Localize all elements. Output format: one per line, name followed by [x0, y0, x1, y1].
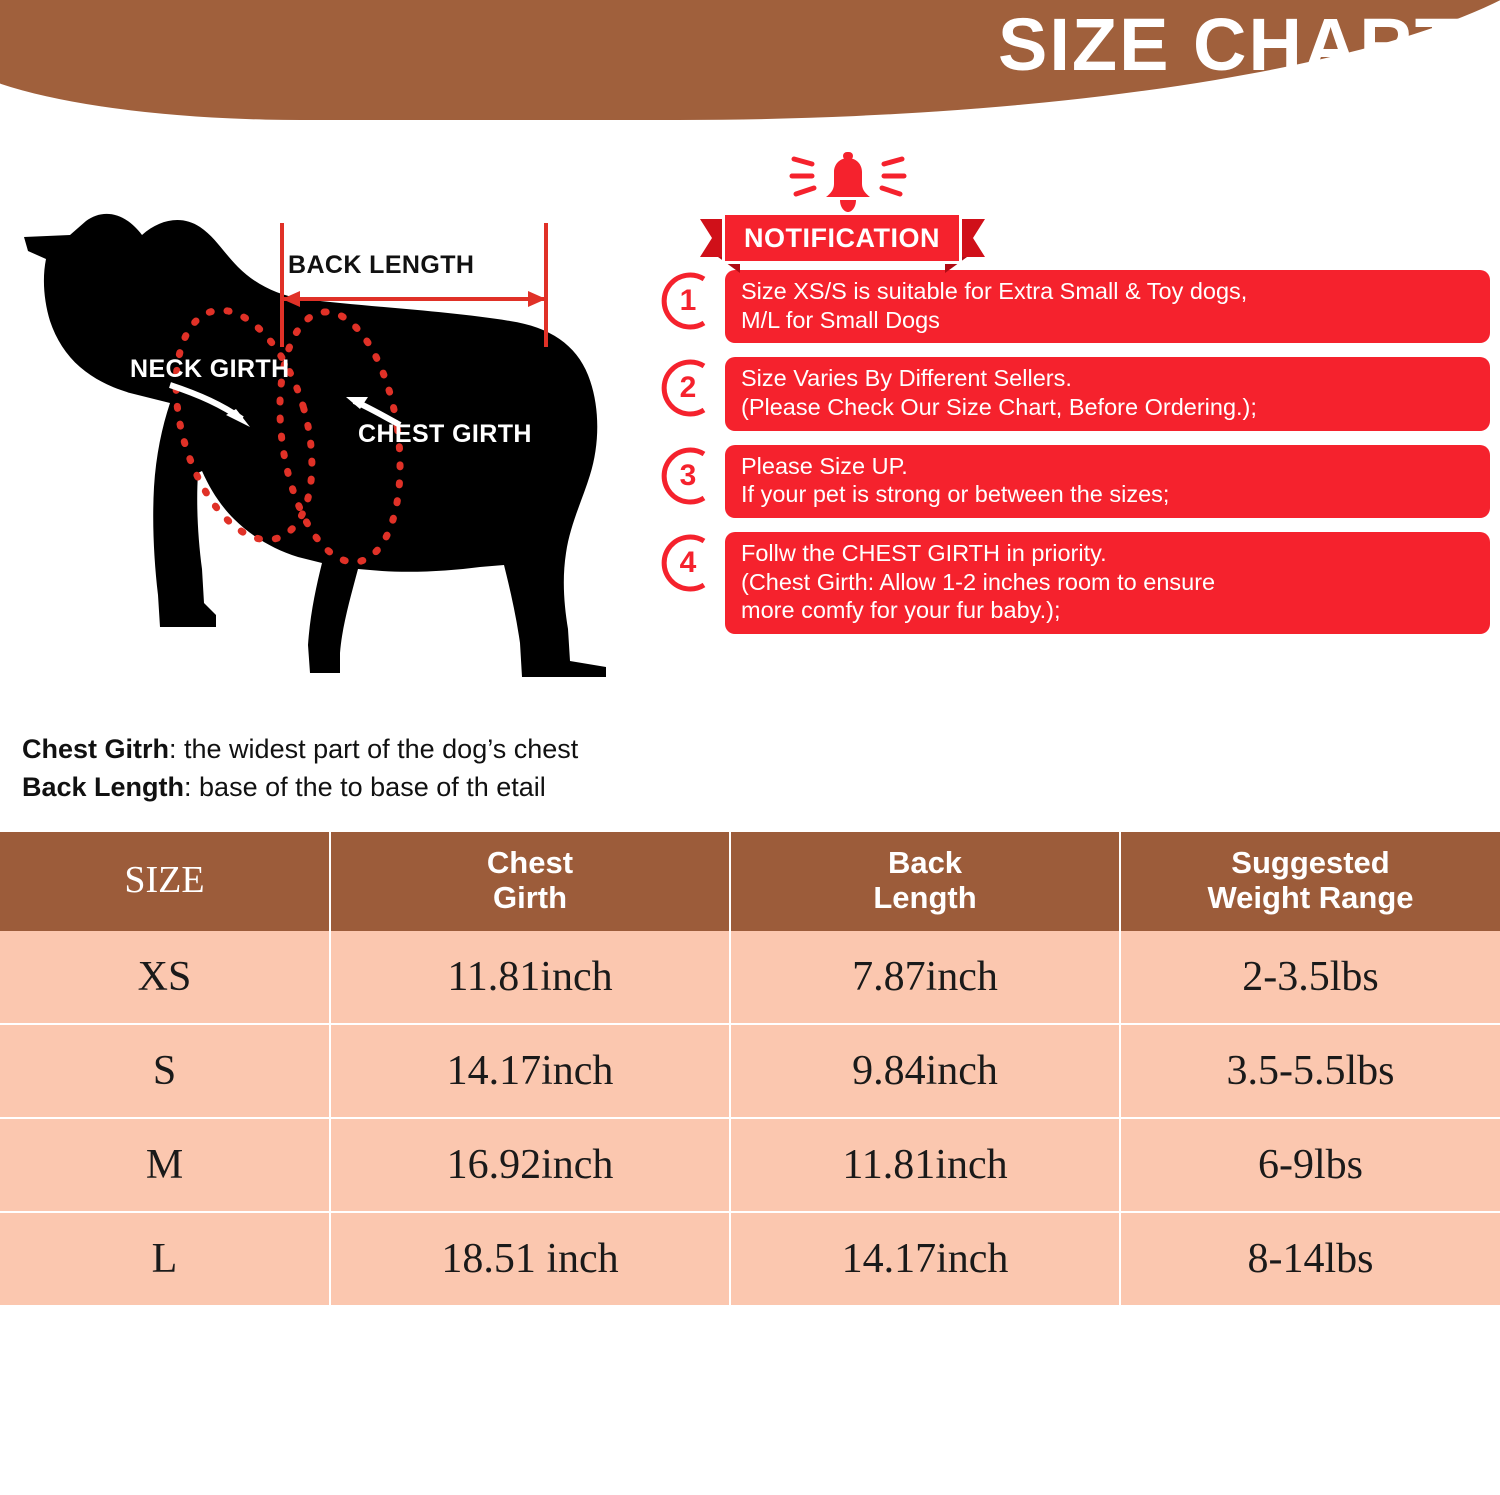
definition-term: Back Length — [22, 772, 185, 803]
column-header-line: Back — [887, 845, 963, 880]
circle-number-icon — [655, 532, 721, 594]
cell-chest-girth: 18.51 inch — [330, 1212, 730, 1305]
notification-item-number: 1 — [679, 284, 697, 317]
notification-banner — [700, 150, 1000, 270]
label-chest-girth: CHEST GIRTH — [358, 420, 532, 448]
notification-line: If your pet is strong or between the sizes; — [741, 481, 1170, 508]
cell-back-length: 9.84inch — [730, 1024, 1120, 1118]
cell-size: L — [0, 1212, 330, 1305]
notification-item-number: 3 — [679, 458, 697, 492]
notification-line: Please Size UP. — [741, 452, 908, 479]
notification-item — [655, 357, 1490, 430]
page-header — [0, 0, 1500, 130]
column-header-line: Chest — [486, 845, 574, 880]
notification-line: M/L for Small Dogs — [741, 306, 940, 333]
cell-size: XS — [0, 931, 330, 1024]
table-row — [0, 1118, 1500, 1212]
cell-weight: 2-3.5lbs — [1120, 931, 1500, 1024]
definition-chest-girth — [22, 730, 922, 768]
cell-chest-girth: 14.17inch — [330, 1024, 730, 1118]
table-header — [0, 832, 1500, 931]
definitions-block — [22, 730, 922, 807]
notification-line: Follw the CHEST GIRTH in priority. — [741, 539, 1107, 566]
notification-banner-label: NOTIFICATION — [744, 222, 940, 253]
notification-line: (Chest Girth: Allow 1-2 inches room to ensure — [741, 568, 1216, 595]
notification-item — [655, 532, 1490, 634]
page-title: SIZE CHART — [998, 3, 1462, 86]
column-header-line: Length — [873, 879, 977, 915]
cell-chest-girth: 11.81inch — [330, 931, 730, 1024]
notification-line: Size Varies By Different Sellers. — [741, 365, 1072, 392]
cell-size: S — [0, 1024, 330, 1118]
cell-weight: 6-9lbs — [1120, 1118, 1500, 1212]
notification-item-number: 4 — [679, 545, 697, 579]
label-back-length: BACK LENGTH — [288, 251, 475, 279]
cell-weight: 3.5-5.5lbs — [1120, 1024, 1500, 1118]
circle-number-icon — [655, 270, 721, 332]
notification-ribbon — [700, 212, 985, 264]
dog-measurement-diagram — [10, 175, 650, 695]
label-neck-girth: NECK GIRTH — [130, 355, 290, 383]
notification-item — [655, 270, 1490, 343]
notification-item — [655, 445, 1490, 518]
notification-item-text — [725, 445, 1490, 518]
circle-number-icon — [655, 445, 721, 507]
cell-back-length: 11.81inch — [730, 1118, 1120, 1212]
circle-number-icon — [655, 357, 721, 419]
column-header-line: Suggested — [1231, 845, 1390, 880]
column-header-chest-girth — [330, 832, 730, 931]
notification-item-text — [725, 357, 1490, 430]
notification-item-text — [725, 270, 1490, 343]
definition-text: : base of the to base of th etail — [184, 772, 546, 803]
notification-item-number: 2 — [679, 371, 697, 405]
column-header-size: SIZE — [0, 832, 330, 931]
notification-line: more comfy for your fur baby.); — [741, 597, 1061, 624]
definition-back-length — [22, 768, 922, 806]
definition-text: : the widest part of the dog’s chest — [169, 734, 579, 764]
definition-term: Chest Gitrh — [22, 734, 170, 764]
notification-line: (Please Check Our Size Chart, Before Ordering.); — [741, 393, 1257, 420]
cell-back-length: 14.17inch — [730, 1212, 1120, 1305]
notification-line: Size XS/S is suitable for Extra Small & Toy dogs, — [741, 278, 1248, 304]
notification-item-text — [725, 532, 1490, 634]
size-chart-table — [0, 832, 1500, 1305]
table-row — [0, 1212, 1500, 1305]
notification-panel — [655, 150, 1490, 648]
column-header-back-length — [730, 832, 1120, 931]
column-header-line: Girth — [492, 879, 568, 915]
table-row — [0, 931, 1500, 1024]
bell-icon — [788, 150, 908, 216]
table-row — [0, 1024, 1500, 1118]
table-body — [0, 931, 1500, 1305]
cell-size: M — [0, 1118, 330, 1212]
ribbon-body — [722, 212, 962, 264]
table-header-row — [0, 832, 1500, 931]
cell-back-length: 7.87inch — [730, 931, 1120, 1024]
cell-weight: 8-14lbs — [1120, 1212, 1500, 1305]
column-header-weight-range — [1120, 832, 1500, 931]
cell-chest-girth: 16.92inch — [330, 1118, 730, 1212]
column-header-line: Weight Range — [1207, 879, 1414, 915]
